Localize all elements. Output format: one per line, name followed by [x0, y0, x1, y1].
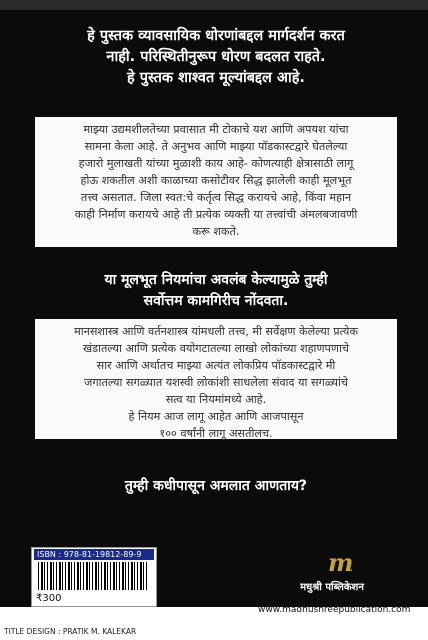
paragraph-1-line: काही निर्माण करायचे आहे ती प्रत्येक व्यक्ती या तत्त्वांची अंमलबजावणी — [74, 208, 358, 221]
paragraph-1-line: तत्त्व असतात. जिला स्वत:चे कर्तृत्व सिद्ध करायचे आहे, किंवा महान — [80, 191, 352, 204]
paragraph-2-line: जगातल्या सगळ्यात यशस्वी लोकांशी साधलेला संवाद या सगळ्यांचे — [84, 376, 348, 389]
heading-2 — [36, 270, 396, 312]
paragraph-1-line: सामना केला आहे. ते अनुभव आणि माझ्या पॉडकास्टद्वारे घेतलेल्या — [84, 140, 348, 153]
paragraph-1 — [35, 117, 397, 247]
paragraph-2-line: हे नियम आज लागू आहेत आणि आजपासून — [128, 410, 304, 423]
paragraph-2 — [35, 319, 397, 439]
paragraph-2-line: खंडातल्या आणि प्रत्येक वयोगटातल्या लाखो लोकांच्या शहाणपणाचे — [83, 342, 349, 355]
heading-3: तुम्ही कधीपासून अमलात आणताय? — [124, 478, 308, 494]
paragraph-2-line: सत्व या नियमांमध्ये आहे. — [165, 393, 267, 406]
paragraph-1-line: माझ्या उद्यमशीलतेच्या प्रवासात मी टोकाचे यश आणि अपयश यांचा — [83, 123, 349, 136]
paragraph-1-line: होऊ शकतील अशी काळाच्या कसोटीवर सिद्ध झालेली काही मूलभूत — [80, 174, 352, 187]
heading-1-line: हे पुस्तक शाश्वत मूल्यांबद्दल आहे. — [127, 70, 305, 86]
isbn-barcode-box — [31, 547, 157, 607]
paragraph-1-line: हजारो मुलाखती यांच्या मुळाशी काय आहे- कोणत्याही क्षेत्रासाठी लागू — [78, 157, 354, 170]
heading-1 — [36, 26, 396, 89]
barcode-icon — [38, 562, 148, 590]
paragraph-2-line: मानसशास्त्र आणि वर्तनशास्त्र यांमधली तत्त्व, मी सर्वेक्षण केलेल्या प्रत्येक — [74, 325, 358, 338]
heading-2-line: या मूलभूत नियमांचा अवलंब केल्यामुळे तुम्ही — [104, 272, 328, 288]
publisher-name: मधुश्री पब्लिकेशन — [300, 582, 364, 593]
paragraph-1-line: करू शकते. — [192, 225, 240, 238]
heading-1-line: नाही. परिस्थितीनुरूप धोरण बदलत राहते. — [106, 49, 326, 65]
isbn-label: ISBN : 978-81-19812-89-9 — [34, 549, 154, 560]
title-design-credit: TITLE DESIGN : PRATIK M. KALEKAR — [4, 627, 137, 636]
heading-2-line: सर्वोत्तम कामगिरीच नोंदवता. — [143, 293, 289, 309]
publisher-website: www.madhushreepublication.com — [258, 605, 411, 615]
heading-1-line: हे पुस्तक व्यावसायिक धोरणांबद्दल मार्गदर्शन करत — [87, 28, 345, 44]
paragraph-2-line: सार आणि अर्थातच माझ्या अत्यंत लोकप्रिय पॉडकास्टद्वारे मी — [96, 359, 336, 372]
publisher-logo-icon: m — [328, 548, 354, 577]
price: ₹300 — [36, 593, 62, 604]
paragraph-2-line: १०० वर्षांनी लागू असतीलच. — [159, 427, 273, 440]
publisher-logo — [267, 550, 397, 598]
